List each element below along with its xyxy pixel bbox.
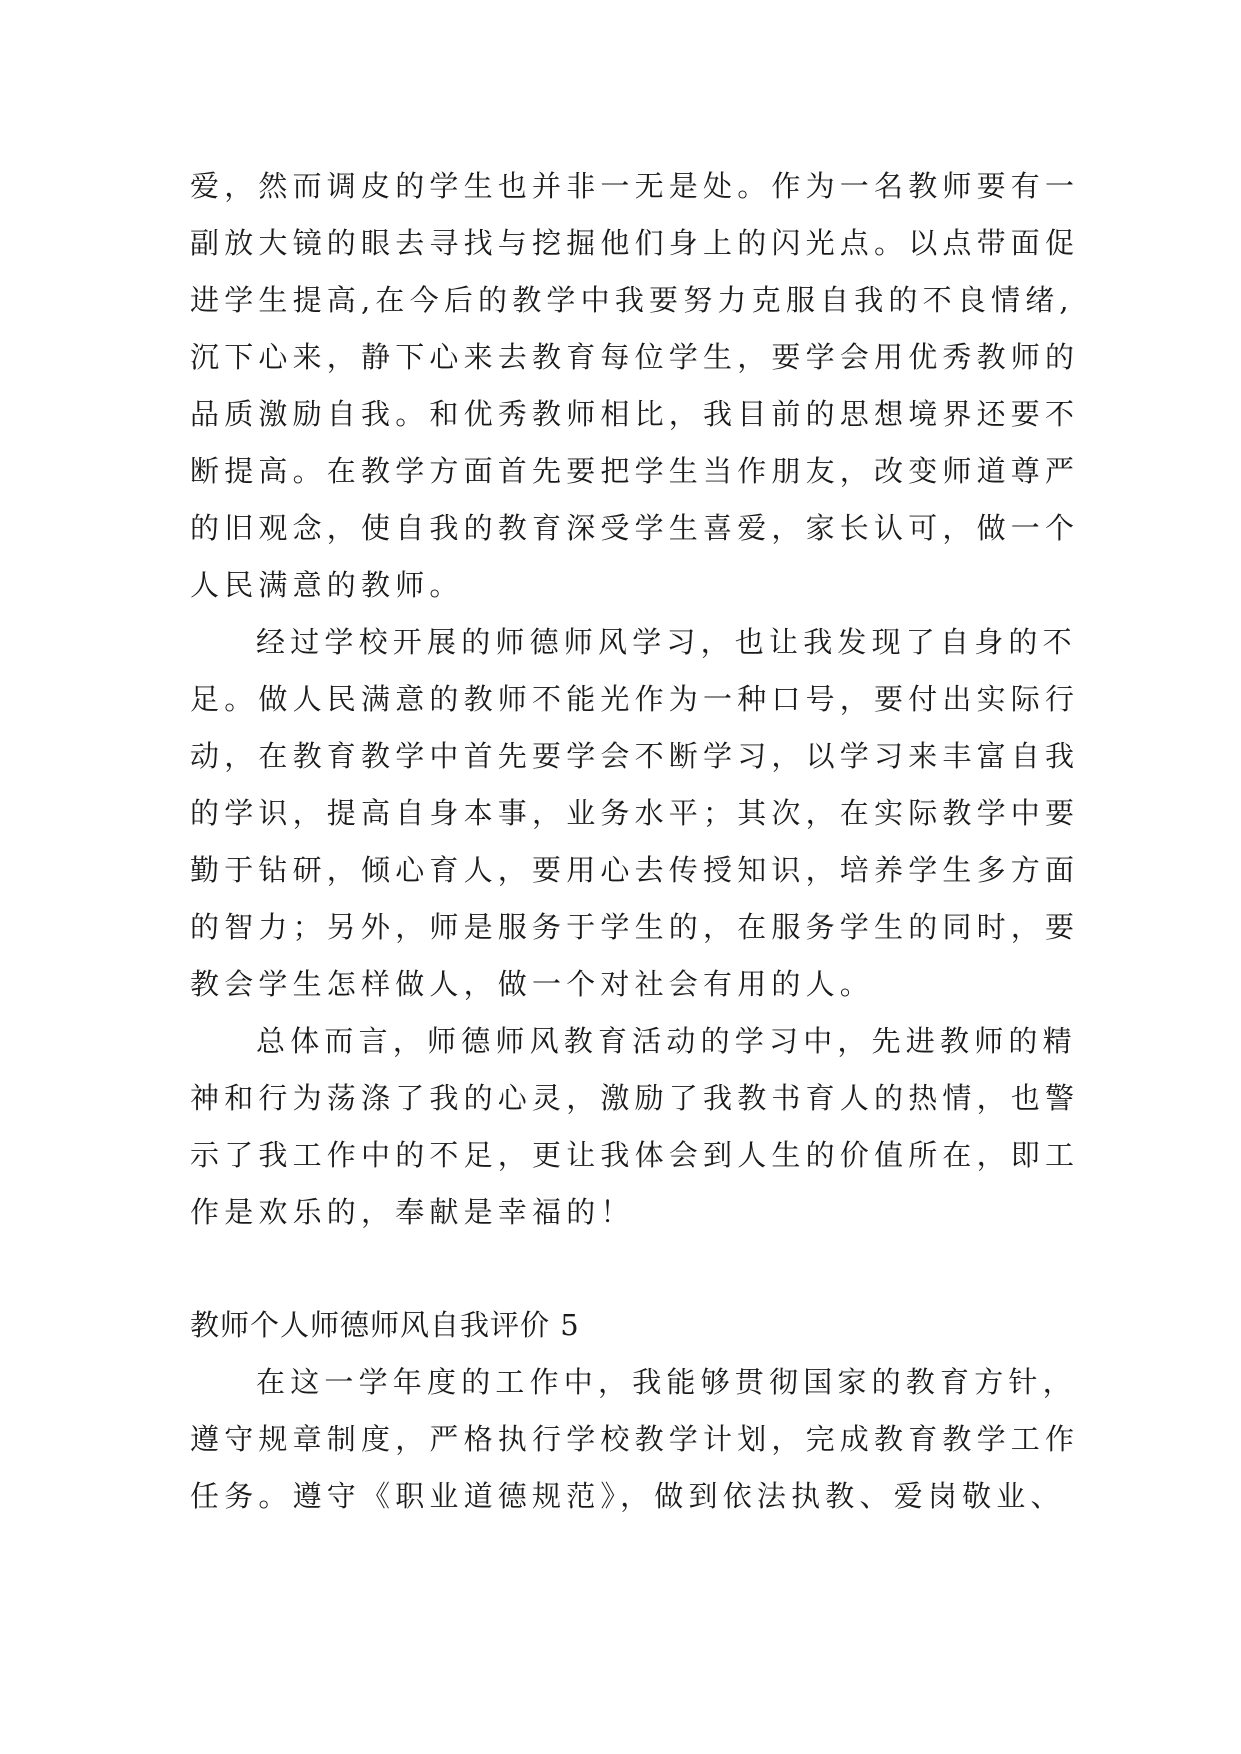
section-spacer (190, 1241, 1090, 1297)
text-line: 勤于钻研，倾心育人，要用心去传授知识，培养学生多方面 (190, 853, 1080, 887)
text-line-first: 在这一学年度的工作中，我能够贯彻国家的教育方针， (256, 1365, 1077, 1399)
paragraph-section5 (190, 1354, 1090, 1525)
text-line: 任务。遵守《职业道德规范》，做到依法执教、爱岗敬业、 (190, 1479, 1065, 1513)
text-line: 的旧观念，使自我的教育深受学生喜爱，家长认可，做一个 (190, 511, 1080, 545)
text-line: 品质激励自我。和优秀教师相比，我目前的思想境界还要不 (190, 397, 1080, 431)
text-line: 示了我工作中的不足，更让我体会到人生的价值所在，即工 (190, 1138, 1080, 1172)
paragraph-summary (190, 1013, 1090, 1241)
text-line-first: 经过学校开展的师德师风学习，也让我发现了自身的不 (256, 625, 1077, 659)
text-line: 人民满意的教师。 (190, 568, 464, 602)
text-line: 的学识，提高自身本事，业务水平；其次，在实际教学中要 (190, 796, 1080, 830)
section-heading: 教师个人师德师风自我评价 5 (190, 1308, 580, 1342)
text-line: 沉下心来，静下心来去教育每位学生，要学会用优秀教师的 (190, 340, 1080, 374)
text-line: 教会学生怎样做人，做一个对社会有用的人。 (190, 967, 875, 1001)
text-line: 动，在教育教学中首先要学会不断学习，以学习来丰富自我 (190, 739, 1080, 773)
text-line: 作是欢乐的，奉献是幸福的！ (190, 1195, 635, 1229)
text-line: 副放大镜的眼去寻找与挖掘他们身上的闪光点。以点带面促 (190, 226, 1080, 260)
paragraph-continued (190, 158, 1090, 614)
text-line-first: 总体而言，师德师风教育活动的学习中，先进教师的精 (256, 1024, 1077, 1058)
text-line: 断提高。在教学方面首先要把学生当作朋友，改变师道尊严 (190, 454, 1080, 488)
text-line: 神和行为荡涤了我的心灵，激励了我教书育人的热情，也警 (190, 1081, 1080, 1115)
text-line: 足。做人民满意的教师不能光作为一种口号，要付出实际行 (190, 682, 1080, 716)
text-line: 的智力；另外，师是服务于学生的，在服务学生的同时，要 (190, 910, 1080, 944)
document-body (190, 158, 1090, 1525)
text-line: 进学生提高,在今后的教学中我要努力克服自我的不良情绪, (190, 283, 1074, 317)
paragraph-shortcomings (190, 614, 1090, 1013)
text-line: 爱，然而调皮的学生也并非一无是处。作为一名教师要有一 (190, 169, 1080, 203)
text-line: 遵守规章制度，严格执行学校教学计划，完成教育教学工作 (190, 1422, 1080, 1456)
